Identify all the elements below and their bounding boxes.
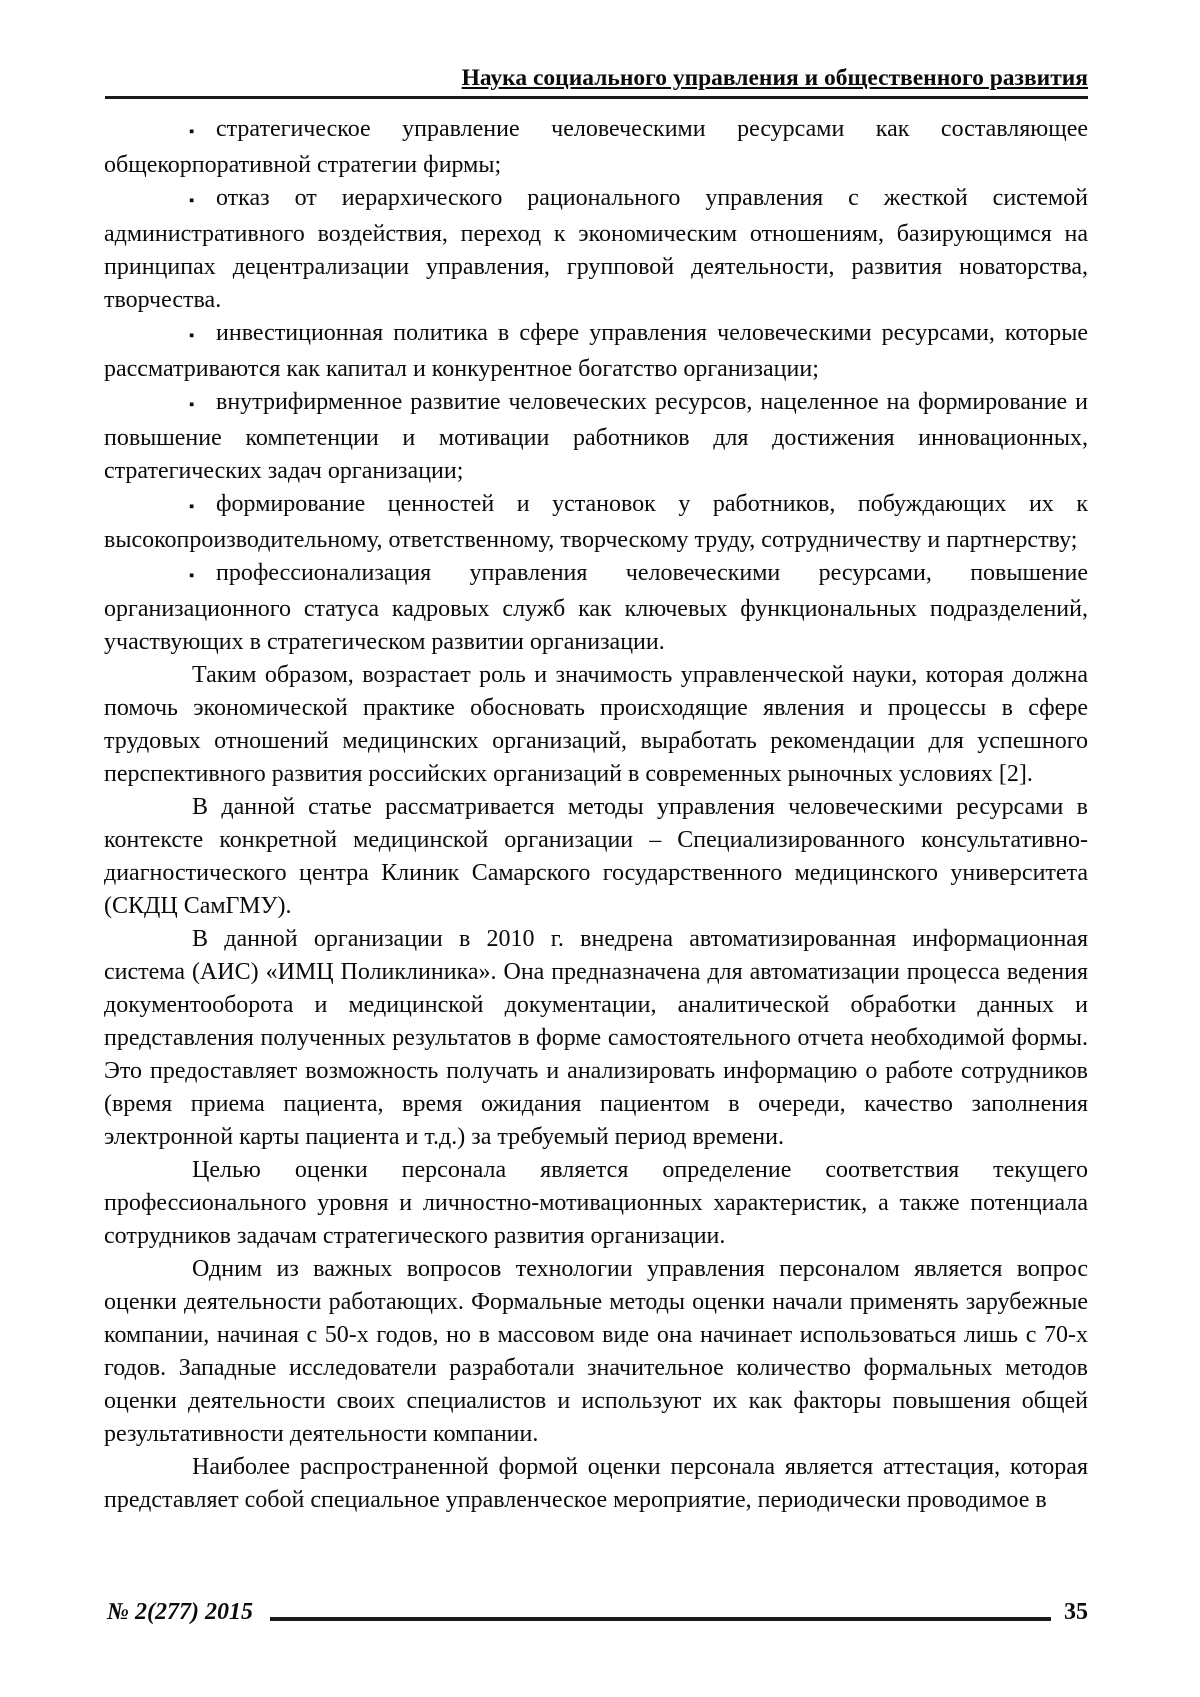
- square-bullet-icon: ▪: [189, 499, 195, 515]
- square-bullet-icon: ▪: [189, 328, 195, 344]
- bullet-item: [104, 488, 1088, 557]
- paragraph-text: В данной статье рассматривается методы управления человеческими ресурсами в контексте конкретной медицинской организации – Специализированного консультативно-диагностического центра Клиник Самарского государственного медицинского университета (СКДЦ СамГМУ).: [104, 794, 1088, 919]
- paragraph-text: Наиболее распространенной формой оценки персонала является аттестация, которая представляет собой специальное управленческое мероприятие, периодически проводимое в: [104, 1454, 1088, 1513]
- paragraph-text: Одним из важных вопросов технологии управления персоналом является вопрос оценки деятельности работающих. Формальные методы оценки начали применять зарубежные компании, начиная с 50-х годов, но в массовом виде она начинает использоваться лишь с 70-х годов. Западные исследователи разработали значительное количество формальных методов оценки деятельности своих специалистов и используют их как факторы повышения общей результативности деятельности компании.: [104, 1256, 1088, 1447]
- bullet-item: [104, 386, 1088, 488]
- bullet-item: [104, 182, 1088, 317]
- bullet-item: [104, 317, 1088, 386]
- paragraph: [104, 791, 1088, 923]
- page-header: [105, 0, 1088, 99]
- page-number: 35: [1064, 1599, 1088, 1625]
- paragraph: [104, 659, 1088, 791]
- paragraph: [104, 1154, 1088, 1253]
- bullet-item: [104, 557, 1088, 659]
- paragraph-text: отказ от иерархического рационального управления с жесткой системой административного воздействия, переход к экономическим отношениям, базирующимся на принципах децентрализации управления, групповой деятельности, развития новаторства, творчества.: [104, 185, 1088, 313]
- paragraph: [104, 923, 1088, 1154]
- square-bullet-icon: ▪: [189, 568, 195, 584]
- issue-label: № 2(277) 2015: [107, 1599, 253, 1625]
- square-bullet-icon: ▪: [189, 193, 195, 209]
- square-bullet-icon: ▪: [189, 124, 195, 140]
- paragraph-text: Целью оценки персонала является определение соответствия текущего профессионального уровня и личностно-мотивационных характеристик, а также потенциала сотрудников задачам стратегического развития организации.: [104, 1157, 1088, 1249]
- paragraph: [104, 1451, 1088, 1517]
- paragraph-text: профессионализация управления человеческими ресурсами, повышение организационного статуса кадровых служб как ключевых функциональных подразделений, участвующих в стратегическом развитии организации.: [104, 560, 1088, 655]
- paragraph-text: инвестиционная политика в сфере управления человеческими ресурсами, которые рассматриваются как капитал и конкурентное богатство организации;: [104, 320, 1088, 382]
- page-footer: [107, 1596, 1088, 1628]
- paragraph-text: Таким образом, возрастает роль и значимость управленческой науки, которая должна помочь экономической практике обосновать происходящие явления и процессы в сфере трудовых отношений медицинских организаций, выработать рекомендации для успешного перспективного развития российских организаций в современных рыночных условиях [2].: [104, 662, 1088, 787]
- paragraph-text: стратегическое управление человеческими ресурсами как составляющее общекорпоративной стратегии фирмы;: [104, 116, 1088, 178]
- journal-section-title: Наука социального управления и общественного развития: [461, 65, 1088, 91]
- bullet-item: [104, 113, 1088, 182]
- paragraph-text: внутрифирменное развитие человеческих ресурсов, нацеленное на формирование и повышение компетенции и мотивации работников для достижения инновационных, стратегических задач организации;: [104, 389, 1088, 484]
- article-body: [104, 113, 1088, 1517]
- footer-rule: [270, 1617, 1051, 1621]
- square-bullet-icon: ▪: [189, 397, 195, 413]
- paragraph-text: В данной организации в 2010 г. внедрена автоматизированная информационная система (АИС) «ИМЦ Поликлиника». Она предназначена для автоматизации процесса ведения документооборота и медицинской документации, аналитической обработки данных и представления полученных результатов в форме самостоятельного отчета необходимой формы. Это предоставляет возможность получать и анализировать информацию о работе сотрудников (время приема пациента, время ожидания пациентом в очереди, качество заполнения электронной карты пациента и т.д.) за требуемый период времени.: [104, 926, 1088, 1150]
- paragraph-text: формирование ценностей и установок у работников, побуждающих их к высокопроизводительному, ответственному, творческому труду, сотрудничеству и партнерству;: [104, 491, 1088, 553]
- paragraph: [104, 1253, 1088, 1451]
